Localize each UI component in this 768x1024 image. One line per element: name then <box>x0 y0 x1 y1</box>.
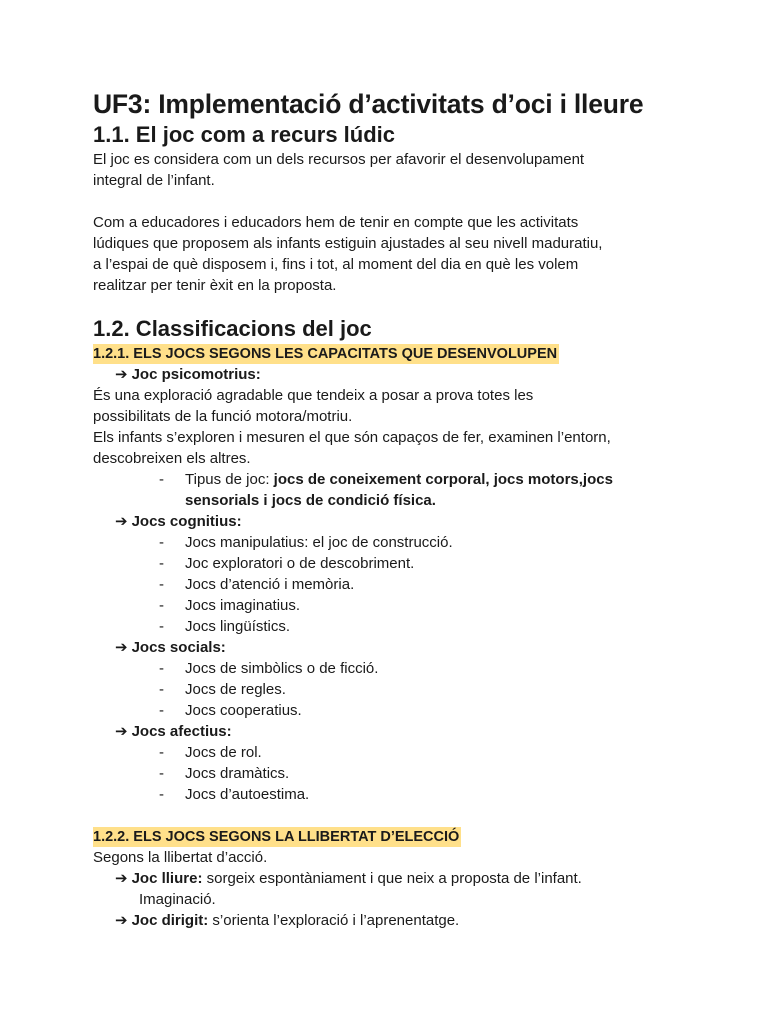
item-bold-text: jocs de coneixement corporal, jocs motors,jocs <box>273 471 613 488</box>
item-label: Jocs afectius: <box>131 723 232 740</box>
subsection-heading-1-2-1: 1.2.1. ELS JOCS SEGONS LES CAPACITATS QUE DESENVOLUPEN <box>93 346 558 362</box>
item-text: Jocs de regles. <box>185 681 286 698</box>
arrow-icon: ➔ <box>115 639 128 656</box>
item-label: Joc psicomotrius: <box>131 366 261 383</box>
dash-bullet: - <box>159 744 164 761</box>
item-label: Jocs socials: <box>131 639 226 656</box>
paragraph-line: És una exploració agradable que tendeix a posar a prova totes les <box>93 387 534 404</box>
arrow-icon: ➔ <box>115 513 128 530</box>
dash-bullet: - <box>159 471 164 488</box>
subsection-heading-1-2-2: 1.2.2. ELS JOCS SEGONS LA LLIBERTAT D’ELECCIÓ <box>93 829 460 845</box>
item-text: Jocs imaginatius. <box>185 597 301 614</box>
list-item <box>93 910 733 931</box>
list-item <box>93 364 733 385</box>
arrow-icon: ➔ <box>115 723 128 740</box>
arrow-icon: ➔ <box>115 366 128 383</box>
list-item <box>93 679 733 700</box>
item-text: Jocs de simbòlics o de ficció. <box>185 660 379 677</box>
item-text: Joc exploratori o de descobriment. <box>185 555 415 572</box>
item-text: Jocs manipulatius: el joc de construcció. <box>185 534 453 551</box>
paragraph-line: lúdiques que proposem als infants estiguin ajustades al seu nivell maduratiu, <box>93 235 603 252</box>
dash-bullet: - <box>159 555 164 572</box>
spacer <box>93 805 733 826</box>
list-item-continuation <box>93 490 733 511</box>
dash-bullet: - <box>159 597 164 614</box>
list-item <box>93 511 733 532</box>
list-item <box>93 700 733 721</box>
page-title: UF3: Implementació d’activitats d’oci i lleure <box>93 89 644 119</box>
document-page <box>93 88 733 931</box>
list-item <box>93 637 733 658</box>
paragraph-line: Els infants s’exploren i mesuren el que són capaços de fer, examinen l’entorn, <box>93 429 611 446</box>
list-item <box>93 868 733 889</box>
list-item <box>93 784 733 805</box>
paragraph-line: integral de l’infant. <box>93 172 215 189</box>
dash-bullet: - <box>159 576 164 593</box>
item-text: Jocs de rol. <box>185 744 262 761</box>
arrow-icon: ➔ <box>115 912 128 929</box>
list-item <box>93 469 733 490</box>
list-item <box>93 616 733 637</box>
item-bold-text: sensorials i jocs de condició física. <box>185 492 436 509</box>
item-text: Jocs dramàtics. <box>185 765 290 782</box>
list-item <box>93 532 733 553</box>
dash-bullet: - <box>159 786 164 803</box>
paragraph-line: Com a educadores i educadors hem de tenir en compte que les activitats <box>93 214 579 231</box>
paragraph-line: realitzar per tenir èxit en la proposta. <box>93 277 337 294</box>
item-label: Jocs cognitius: <box>131 513 242 530</box>
item-text: sorgeix espontàniament i que neix a proposta de l’infant. <box>202 870 582 887</box>
paragraph-line: descobreixen els altres. <box>93 450 251 467</box>
paragraph-line: possibilitats de la funció motora/motriu. <box>93 408 353 425</box>
paragraph-line: El joc es considera com un dels recursos per afavorir el desenvolupament <box>93 151 585 168</box>
list-item <box>93 595 733 616</box>
item-text: Jocs d’atenció i memòria. <box>185 576 355 593</box>
item-text: Tipus de joc: <box>185 471 274 488</box>
dash-bullet: - <box>159 702 164 719</box>
item-text: s’orienta l’exploració i l’aprenentatge. <box>208 912 460 929</box>
dash-bullet: - <box>159 660 164 677</box>
list-item <box>93 574 733 595</box>
list-item <box>93 553 733 574</box>
list-item <box>93 763 733 784</box>
list-item <box>93 721 733 742</box>
dash-bullet: - <box>159 765 164 782</box>
section-heading-1-1: 1.1. El joc com a recurs lúdic <box>93 122 396 147</box>
section-heading-1-2: 1.2. Classificacions del joc <box>93 316 372 341</box>
paragraph-line: a l’espai de què disposem i, fins i tot, al moment del dia en què les volem <box>93 256 579 273</box>
item-label: Joc lliure: <box>131 870 203 887</box>
dash-bullet: - <box>159 618 164 635</box>
item-text: Jocs d’autoestima. <box>185 786 310 803</box>
arrow-icon: ➔ <box>115 870 128 887</box>
item-text: Jocs lingüístics. <box>185 618 291 635</box>
list-item-continuation: Imaginació. <box>139 891 216 908</box>
item-label: Joc dirigit: <box>131 912 209 929</box>
list-item <box>93 658 733 679</box>
dash-bullet: - <box>159 681 164 698</box>
item-text: Jocs cooperatius. <box>185 702 302 719</box>
list-item <box>93 742 733 763</box>
dash-bullet: - <box>159 534 164 551</box>
paragraph-line: Segons la llibertat d’acció. <box>93 849 268 866</box>
spacer <box>93 191 733 212</box>
